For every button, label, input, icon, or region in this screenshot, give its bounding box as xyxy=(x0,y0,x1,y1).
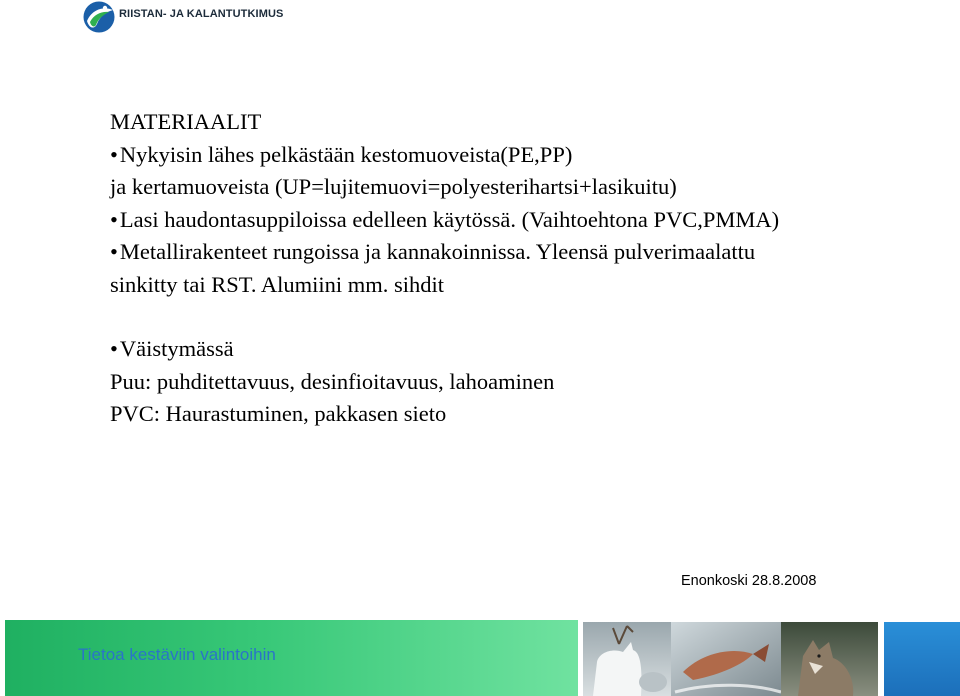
bullet-icon: • xyxy=(110,239,118,264)
bullet-icon: • xyxy=(110,206,118,232)
bullet-line xyxy=(110,139,940,172)
bullet-line xyxy=(110,333,940,366)
nature-photo-strip xyxy=(583,622,878,696)
bullet-text: Metallirakenteet rungoissa ja kannakoinnissa. Yleensä pulverimaalattu xyxy=(119,239,756,264)
salmon-photo xyxy=(671,622,781,696)
text-line: PVC: Haurastuminen, pakkasen sieto xyxy=(110,401,447,426)
spacer xyxy=(110,301,940,333)
organization-logo xyxy=(82,0,302,34)
bullet-line xyxy=(110,204,940,237)
bullet-icon: • xyxy=(110,336,118,361)
footer-slogan: Tietoa kestäviin valintoihin xyxy=(78,645,276,664)
bullet-text: Nykyisin lähes pelkästään kestomuoveista(PE,PP) xyxy=(119,141,573,167)
text-line: Puu: puhditettavuus, desinfioitavuus, lahoaminen xyxy=(110,368,555,394)
text-line: ja kertamuoveista (UP=lujitemuovi=polyesterihartsi+lasikuitu) xyxy=(110,174,677,199)
bullet-text: Väistymässä xyxy=(119,336,234,361)
bullet-icon: • xyxy=(110,141,118,167)
footer-blue-box xyxy=(884,622,960,696)
bullet-line xyxy=(110,236,940,269)
fish-bird-logo-icon xyxy=(82,0,116,34)
slide-heading: MATERIAALIT xyxy=(110,109,262,134)
slide-content xyxy=(110,106,940,431)
text-line: sinkitty tai RST. Alumiini mm. sihdit xyxy=(110,271,444,297)
footer-date: Enonkoski 28.8.2008 xyxy=(681,573,817,589)
organization-name: RIISTAN- JA KALANTUTKIMUS xyxy=(119,8,284,20)
wolf-photo xyxy=(781,622,878,696)
reindeer-photo xyxy=(583,622,671,696)
bullet-text: Lasi haudontasuppiloissa edelleen käytössä. (Vaihtoehtona PVC,PMMA) xyxy=(119,206,780,232)
